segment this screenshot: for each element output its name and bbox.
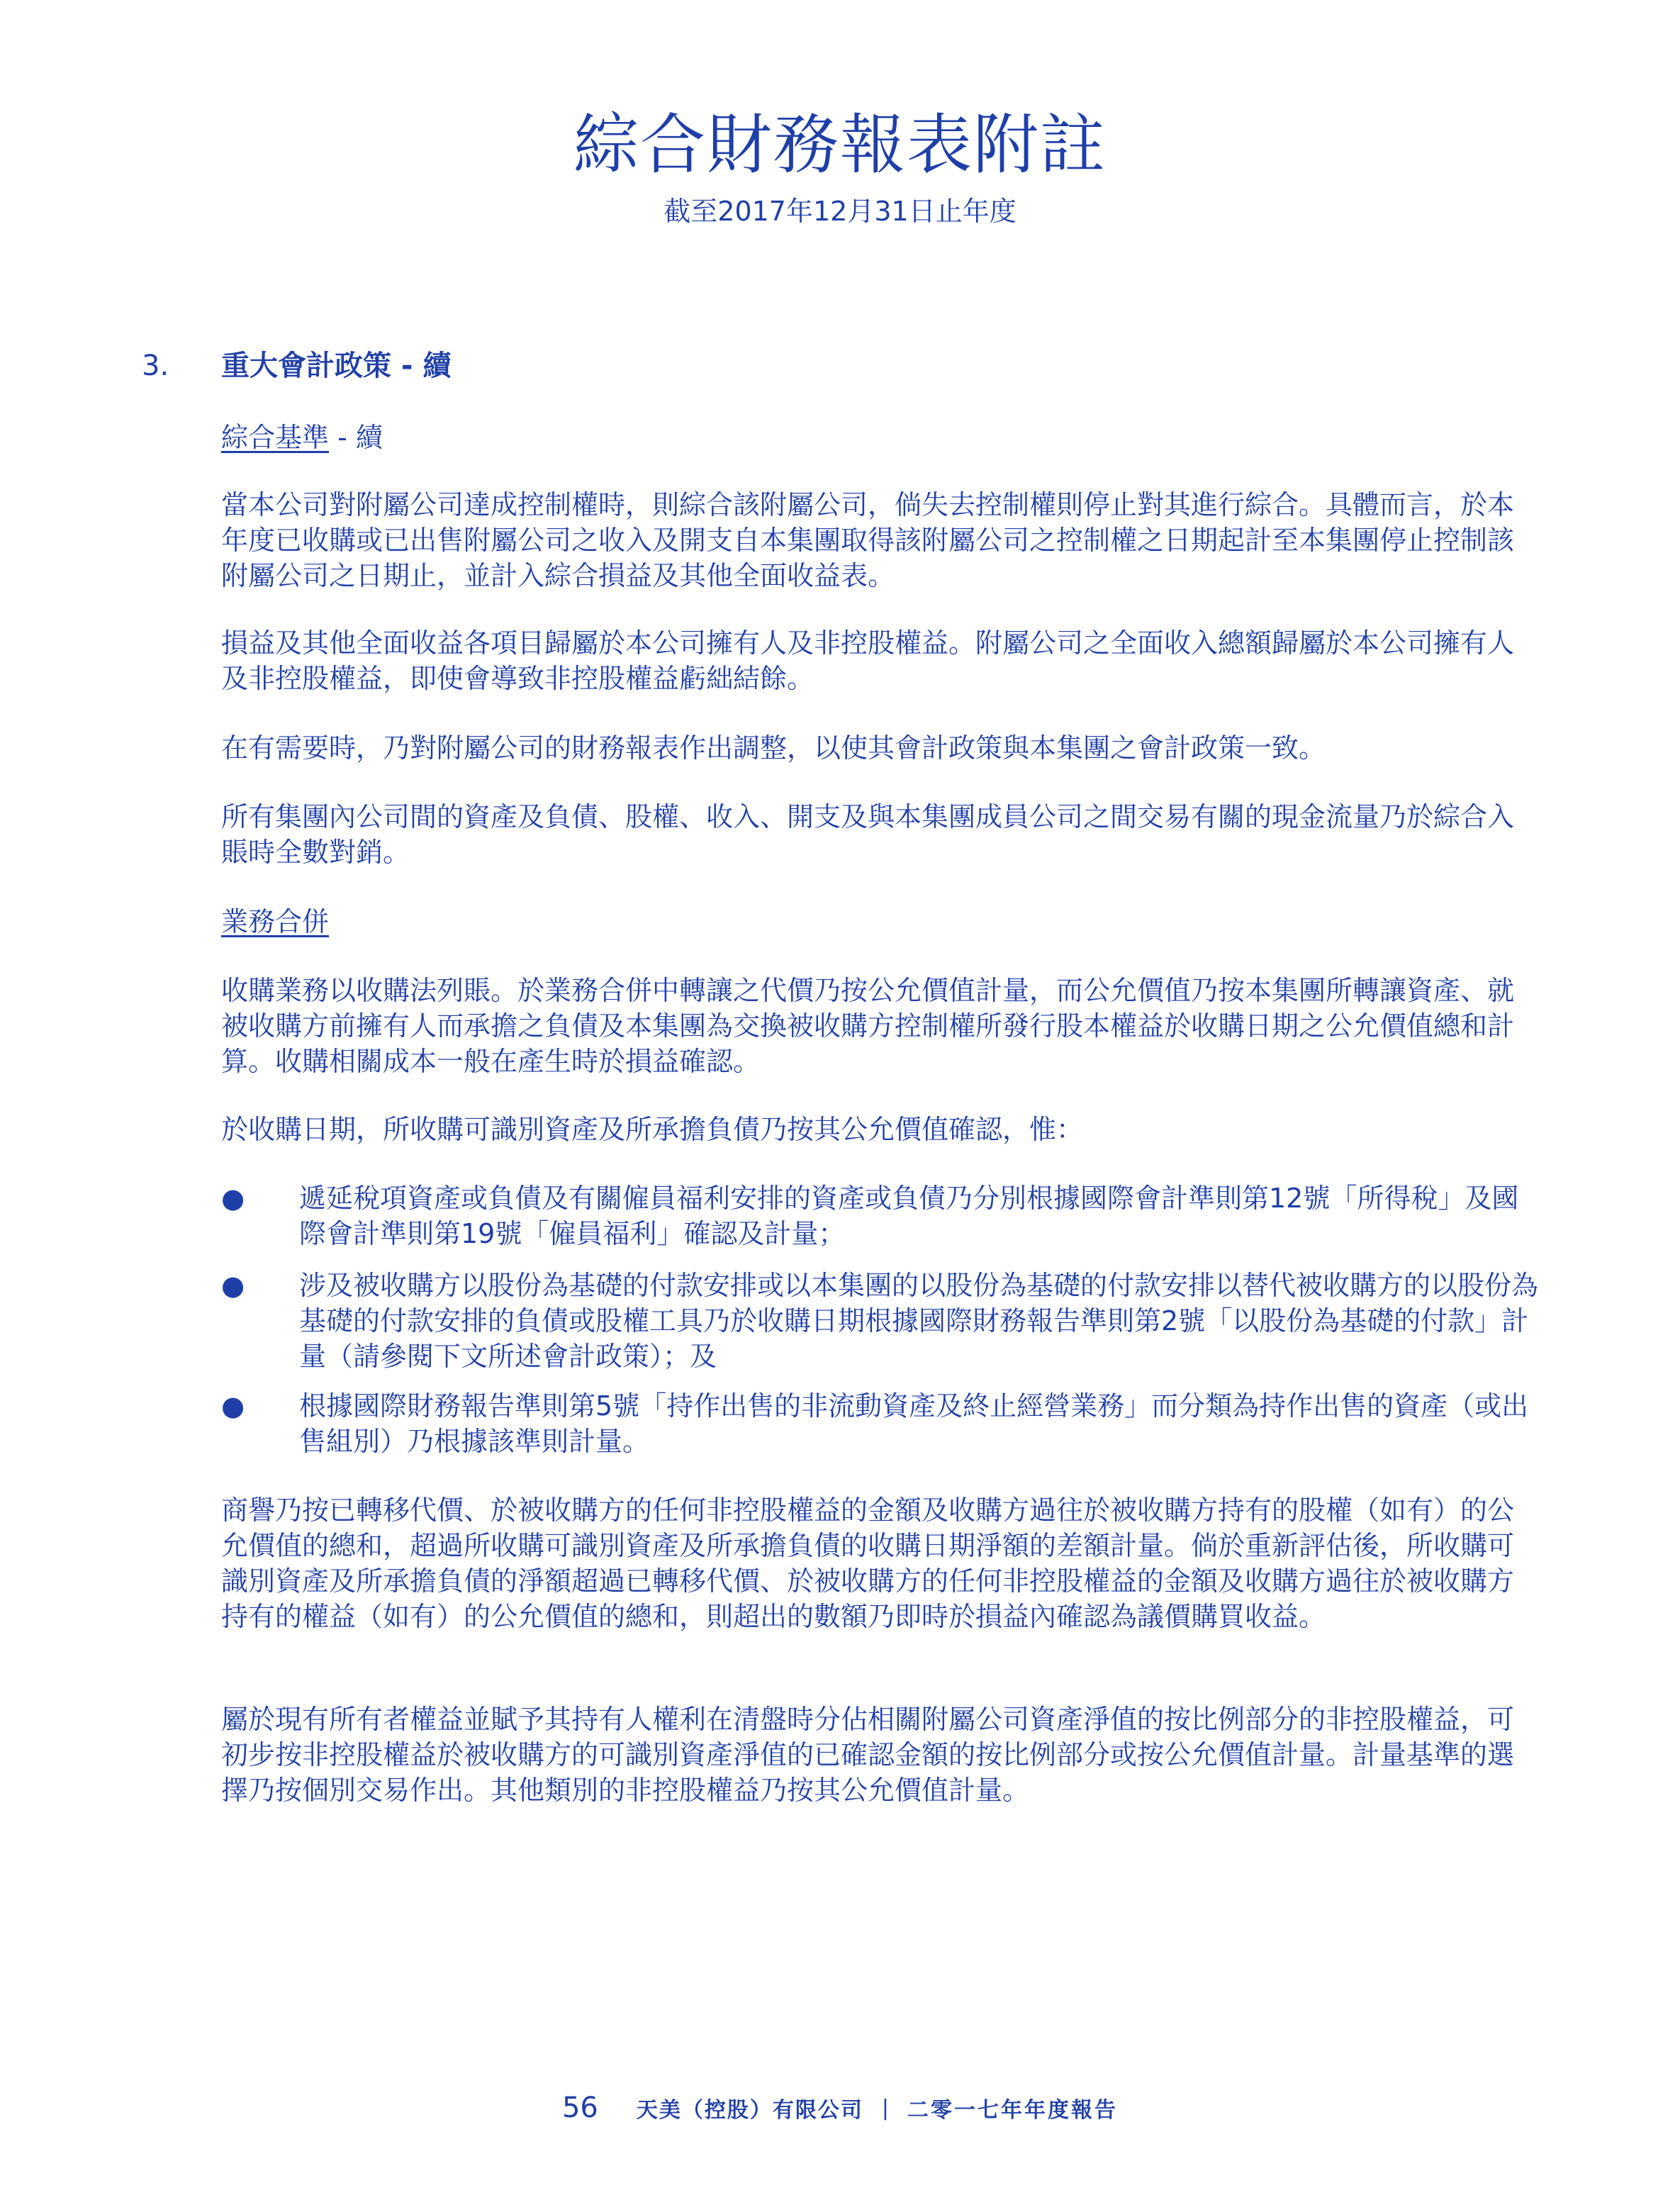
section-number: 3.	[142, 350, 169, 382]
paragraph-4: 所有集團內公司間的資產及負債、股權、收入、開支及與本集團成員公司之間交易有關的現金流量乃於綜合入賬時全數對銷。	[221, 801, 1515, 868]
paragraph-1: 當本公司對附屬公司達成控制權時，則綜合該附屬公司，倘失去控制權則停止對其進行綜合。具體而言，於本年度已收購或已出售附屬公司之收入及開支自本集團取得該附屬公司之控制權之日期起計至本集團停止控制該附屬公司之日期止，並計入綜合損益及其他全面收益表。	[221, 489, 1515, 591]
paragraph-5: 收購業務以收購法列賬。於業務合併中轉讓之代價乃按公允價值計量，而公允價值乃按本集團所轉讓資產、就被收購方前擁有人而承擔之負債及本集團為交換被收購方控制權所發行股本權益於收購日期之公允價值總和計算。收購相關成本一般在產生時於損益確認。	[221, 975, 1515, 1077]
section-title: 重大會計政策 - 續	[221, 350, 452, 382]
subheading-consolidation-suffix: - 續	[329, 422, 383, 453]
footer-company-name: 天美（控股）有限公司	[636, 2098, 863, 2123]
subheading-consolidation-label: 綜合基準	[221, 422, 330, 453]
list-item-text: 根據國際財務報告準則第5號「持作出售的非流動資產及終止經營業務」而分類為持作出售的資產（或出售組別）乃根據該準則計量。	[299, 1390, 1529, 1457]
page-subtitle: 截至2017年12月31日止年度	[663, 196, 1017, 227]
paragraph-3: 在有需要時，乃對附屬公司的財務報表作出調整，以使其會計政策與本集團之會計政策一致。	[221, 732, 1326, 764]
footer-report-name: 二零一七年年度報告	[907, 2098, 1118, 2123]
paragraph-7: 商譽乃按已轉移代價、於被收購方的任何非控股權益的金額及收購方過往於被收購方持有的股權（如有）的公允價值的總和，超過所收購可識別資產及所承擔負債的收購日期淨額的差額計量。倘於重新評估後，所收購可識別資產及所承擔負債的淨額超過已轉移代價、於被收購方的任何非控股權益的金額及收購方過往於被收購方持有的權益（如有）的公允價值的總和，則超出的數額乃即時於損益內確認為議價購買收益。	[221, 1495, 1515, 1632]
list-item-text: 涉及被收購方以股份為基礎的付款安排或以本集團的以股份為基礎的付款安排以替代被收購方的以股份為基礎的付款安排的負債或股權工具乃於收購日期根據國際財務報告準則第2號「以股份為基礎的付款」計量（請參閱下文所述會計政策）；及	[299, 1270, 1539, 1372]
page-number: 56	[561, 2092, 598, 2124]
list-item-text: 遞延稅項資產或負債及有關僱員福利安排的資產或負債乃分別根據國際會計準則第12號「所得稅」及國際會計準則第19號「僱員福利」確認及計量；	[299, 1183, 1519, 1249]
page-footer	[0, 2092, 1680, 2124]
bullet-icon: ●	[221, 1270, 245, 1301]
bullet-icon: ●	[221, 1390, 245, 1422]
paragraph-2: 損益及其他全面收益各項目歸屬於本公司擁有人及非控股權益。附屬公司之全面收入總額歸屬於本公司擁有人及非控股權益，即使會導致非控股權益虧絀結餘。	[221, 627, 1515, 694]
subheading-business-combinations: 業務合併	[221, 906, 330, 937]
footer-separator: |	[881, 2095, 889, 2121]
page-title: 綜合財務報表附註	[573, 107, 1107, 183]
subheading-consolidation	[221, 420, 1540, 455]
paragraph-6: 於收購日期，所收購可識別資產及所承擔負債乃按其公允價值確認，惟：	[221, 1114, 1084, 1145]
paragraph-8: 屬於現有所有者權益並賦予其持有人權利在清盤時分佔相關附屬公司資產淨值的按比例部分的非控股權益，可初步按非控股權益於被收購方的可識別資產淨值的已確認金額的按比例部分或按公允價值計量。計量基準的選擇乃按個別交易作出。其他類別的非控股權益乃按其公允價值計量。	[221, 1704, 1515, 1806]
bullet-icon: ●	[221, 1183, 245, 1214]
